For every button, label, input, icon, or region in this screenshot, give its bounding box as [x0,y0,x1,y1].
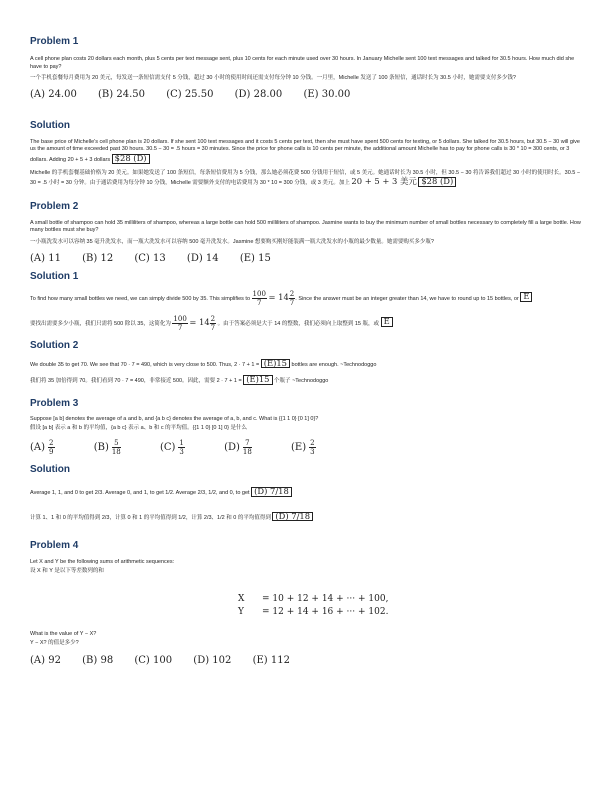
fraction-den: 18 [111,447,121,456]
equation-x [238,593,586,606]
choice-c: (C) 100 [134,655,173,667]
fraction [210,315,216,332]
choice-d: (D) 28.00 [234,88,283,100]
problem-3-choices [30,439,586,456]
choice-a: (A) 92 [30,655,61,667]
answer-box: $28 (D) [418,177,456,187]
problem-4 [30,540,586,666]
choice-a [30,438,73,456]
fraction-num: 2 [310,438,315,447]
solution-2-2-en-a: We double 35 to get 70. We see that 70 · 7 = 490, which is very close to 500. Thus, 2 · 7 + 1 = [30,361,260,368]
fraction [243,439,252,456]
choice-e: (E) 30.00 [303,88,351,100]
problem-3-solution-title: Solution [30,463,70,475]
solution-1-text-zh [30,170,586,188]
problem-1 [30,36,586,188]
choice-c [159,438,203,456]
problem-2-text-zh: 一小瓶洗发水可以容纳 35 毫升洗发水，而一瓶大洗发水可以容纳 500 毫升洗发水。Jasmine 想要购买刚好能装满一瓶大洗发水的小瓶的最少数量。她需要购买多少瓶? [30,238,434,245]
eq-y-lhs: Y [238,607,244,618]
eq-x-lhs: X [238,594,245,605]
problem-3-text-zh: 假设 [a b] 表示 a 和 b 的平均值，{a b c} 表示 a、b 和 c 的平均值。{{1 1 0} [0 1] 0} 是什么 [30,425,248,432]
fraction-den: 3 [179,447,184,456]
choice-d: (D) 102 [193,655,232,667]
mixed-number: = 14 [189,316,210,327]
fraction [48,439,54,456]
fraction [178,439,184,456]
document-page [30,28,586,666]
fraction [252,290,267,307]
fraction-den: 7 [289,298,295,307]
problem-4-question-zh: Y − X? 的值是多少? [30,639,79,646]
solution-1-en-line-2: additional amount Michelle has to pay for phone calls is 30 * 10 = 300 cents, or 3 dollars. Adding 20 + 5 + 3 dollars [30,146,570,163]
solution-1-zh-line-2: 20 + 5 + 3 美元 [351,176,417,187]
fraction-den: 3 [310,447,315,456]
fraction-den: 7 [177,323,183,332]
choice-b: (B) 12 [82,252,114,264]
problem-2-choices [30,253,586,264]
problem-4-question-en: What is the value of Y − X? [30,631,97,638]
choice-d [224,438,270,456]
solution-2-2-en-b: bottles are enough. ~Technodoggo [291,361,377,368]
choice-a: (A) 24.00 [30,88,77,100]
solution-2-2-zh-b: 个瓶子 ~Technodoggo [274,378,329,385]
problem-1-title: Problem 1 [30,36,79,47]
choice-b: (B) 98 [82,655,114,667]
fraction-num: 2 [289,289,295,298]
solution-1-en-line-1: The base price of Michelle's cell phone plan is 20 dollars. If she sent 100 text messages and it costs 5 cents per text, then she must have spent 500 cents for texting, or 5 dollars. She talked for 30.5 hours, but 30.5 − 30 will give us the amount of time exceeded past 30 hours. 30.5 − 30 = .5 hours = 30 minutes. Since the price for phone calls is 10 cents per minute, the [30,138,580,153]
choice-b [93,438,139,456]
fraction-num: 5 [112,439,121,448]
answer-box: (E)15 [261,359,290,369]
problem-4-choices [30,655,586,666]
fraction [309,439,315,456]
problem-1-text-en: A cell phone plan costs 20 dollars each month, plus 5 cents per text message sent, plus 10 cents for each minute used over 30 hours. In January Michelle sent 100 text messages and talked for 30.5 hours. How much did she have to pay? [30,56,575,70]
problem-2-title: Problem 2 [30,200,79,212]
fraction [172,315,187,332]
choice-e [291,438,334,456]
choice-b: (B) 24.50 [98,88,145,100]
solution-2-2-zh-a: 我们将 35 加倍得到 70。我们看到 70 · 7 = 490，非常接近 500。因此，需要 2 · 7 + 1 = [30,378,242,385]
solution-2-1-text-zh [30,315,586,332]
solution-2-1-zh-b: 。由于答案必须是大于 14 的整数，我们必须向上取整到 15 瓶，或 [217,320,380,327]
fraction-num: 7 [243,439,252,448]
eq-x-rhs: = 10 + 12 + 14 + ··· + 100, [262,594,389,605]
solution-3-text-zh [30,512,586,523]
problem-3 [30,398,586,522]
problem-1-choices [30,89,586,100]
problem-3-text-en: Suppose [a b] denotes the average of a and b, and {a b c} denotes the average of a, b, and c. What is {{1 1 0} [0 1] 0}? [30,415,319,422]
fraction-num: 2 [210,314,216,323]
solution-3-text-en [30,487,586,498]
solution-1-zh-line-1: Michelle 的手机套餐基础价格为 20 美元。如果她发送了 100 条短信，每条短信费用为 5 分钱，那么她必须花费 500 分钱用于短信，或 5 美元。她通话时长为 30.5 小时，但 30.5 − 30 将告诉我们超过 30 小时的使用时长。30.5 − 30 = .5 小时 = 30 分钟。由于通话费用为每分钟 10 分钱，Michelle 需要额外支付的电话费用为 30 * 10 = 300 分钱，或 3 美元。加上 [30,169,581,187]
choice-label: (D) [224,441,240,453]
problem-4-text-zh: 设 X 和 Y 是以下等差数列的和 [30,567,104,574]
answer-box: $28 (D) [112,154,150,164]
fraction-num: 100 [252,289,266,298]
solution-3-en: Average 1, 1, and 0 to get 2/3. Average 0, and 1, to get 1/2. Average 2/3, 1/2, and 0, to get [30,489,250,496]
answer-box: E [520,292,532,302]
fraction-den: 7 [257,298,262,307]
mixed-number: = 14 [268,291,289,302]
solution-3-zh: 计算 1、1 和 0 的平均值得到 2/3，计算 0 和 1 的平均值得到 1/2，计算 2/3、1/2 和 0 的平均值得到 [30,514,271,521]
problem-2-solution-2-title: Solution 2 [30,339,79,351]
solution-1-text-en [30,139,586,165]
problem-4-title: Problem 4 [30,540,79,552]
choice-a: (A) 11 [30,252,61,264]
answer-box: (E)15 [243,375,272,385]
solution-2-1-en-a: To find how many small bottles we need, we can simply divide 500 by 35. This simplifies to [30,295,251,302]
problem-3-title: Problem 3 [30,397,79,409]
fraction-den: 9 [49,447,54,456]
fraction [112,439,121,456]
fraction [289,290,295,307]
choice-label: (A) [30,441,46,453]
problem-2-solution-1-title: Solution 1 [30,270,79,282]
choice-d: (D) 14 [186,252,219,264]
answer-box: E [381,317,393,327]
problem-1-text-zh: 一个手机套餐每月费用为 20 美元，每发送一条短信需支付 5 分钱，超过 30 小时的使用时间还需支付每分钟 10 分钱。一月里，Michelle 发送了 100 条短信，通话时长为 30.5 小时，她需要支付多少钱? [30,75,516,82]
choice-c: (C) 25.50 [166,88,214,100]
solution-2-2-text-en [30,359,586,370]
choice-e: (E) 15 [239,252,271,264]
choice-e: (E) 112 [252,655,290,667]
problem-4-text-en: Let X and Y be the following sums of arithmetic sequences: [30,559,175,566]
fraction-num: 1 [179,438,184,447]
equation-y [238,606,586,619]
choice-label: (C) [159,441,176,453]
fraction-num: 2 [49,438,54,447]
fraction-den: 18 [242,447,252,456]
solution-2-1-text-en: To find how many small bottles we need, we can simply divide 500 by 35. This simplifies to $\frac{100}{7}$ = 14 $\frac{2}{7}$ . Since the answer must be an integer greater than 14, we have to round up to 15 bottles, or E [30,290,586,307]
solution-2-2-text-zh [30,375,586,386]
problem-2 [30,201,586,386]
answer-box: (D) 7/18 [251,487,292,497]
fraction-den: 7 [210,323,216,332]
fraction-num: 100 [173,314,187,323]
solution-2-1-en-b: Since the answer must be an integer greater than 14, we have to round up to 15 bottles, or [298,295,519,302]
problem-1-solution-title: Solution [30,119,70,131]
choice-c: (C) 13 [134,252,166,264]
problem-2-text-en: A small bottle of shampoo can hold 35 milliliters of shampoo, whereas a large bottle can hold 500 milliliters of shampoo. Jasmine wants to buy the minimum number of small bottles necessary to completely fill a large bottle. How many bottles must she buy? [30,219,581,234]
solution-2-1-zh-a: 要找出需要多少小瓶，我们只需将 500 除以 35，这简化为 [30,320,171,327]
eq-y-rhs: = 12 + 14 + 16 + ··· + 102. [262,607,389,618]
choice-label: (E) [291,441,307,453]
choice-label: (B) [93,441,109,453]
equation-block [238,593,586,619]
answer-box: (D) 7/18 [272,512,313,522]
